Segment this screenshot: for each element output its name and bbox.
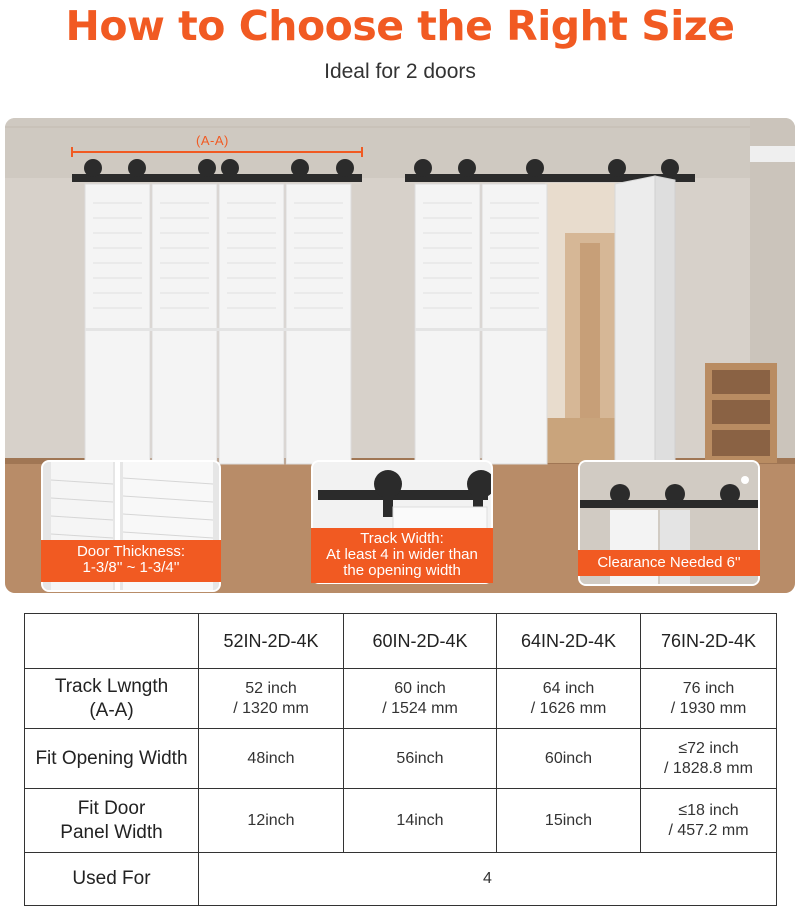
table-corner-cell [25, 614, 199, 669]
table-cell: 56inch [344, 729, 497, 789]
size-spec-table [24, 613, 777, 906]
table-header-row [25, 614, 777, 669]
clearance-callout [578, 550, 760, 576]
table-cell: 12inch [199, 789, 344, 853]
table-row [25, 853, 777, 906]
dimension-label: (A-A) [196, 133, 229, 148]
table-cell: 14inch [344, 789, 497, 853]
table-cell: ≤72 inch / 1828.8 mm [641, 729, 777, 789]
product-photo [5, 118, 795, 593]
clearance-text: Clearance Needed 6'' [597, 554, 741, 571]
table-row [25, 669, 777, 729]
table-cell: 4 [199, 853, 777, 906]
track-width-callout [311, 528, 493, 583]
column-header: 52IN-2D-4K [199, 614, 344, 669]
page-title: How to Choose the Right Size [65, 2, 735, 50]
table-cell: 48inch [199, 729, 344, 789]
row-header: Track Lwngth (A-A) [25, 669, 199, 729]
table-cell: ≤18 inch / 457.2 mm [641, 789, 777, 853]
left-door-set [72, 147, 362, 464]
row-header: Fit Opening Width [25, 729, 199, 789]
column-header: 60IN-2D-4K [344, 614, 497, 669]
table-row [25, 729, 777, 789]
track-width-text: Track Width: At least 4 in wider than the opening width [326, 530, 478, 579]
table-cell: 52 inch / 1320 mm [199, 669, 344, 729]
door-thickness-text: Door Thickness: 1-3/8'' ~ 1-3/4'' [76, 543, 186, 576]
door-thickness-callout [41, 540, 221, 582]
table-cell: 15inch [497, 789, 641, 853]
column-header: 64IN-2D-4K [497, 614, 641, 669]
table-cell: 64 inch / 1626 mm [497, 669, 641, 729]
table-cell: 60 inch / 1524 mm [344, 669, 497, 729]
row-header: Fit Door Panel Width [25, 789, 199, 853]
table-cell: 76 inch / 1930 mm [641, 669, 777, 729]
table-row [25, 789, 777, 853]
page-subtitle: Ideal for 2 doors [324, 60, 476, 83]
column-header: 76IN-2D-4K [641, 614, 777, 669]
table-cell: 60inch [497, 729, 641, 789]
row-header: Used For [25, 853, 199, 906]
